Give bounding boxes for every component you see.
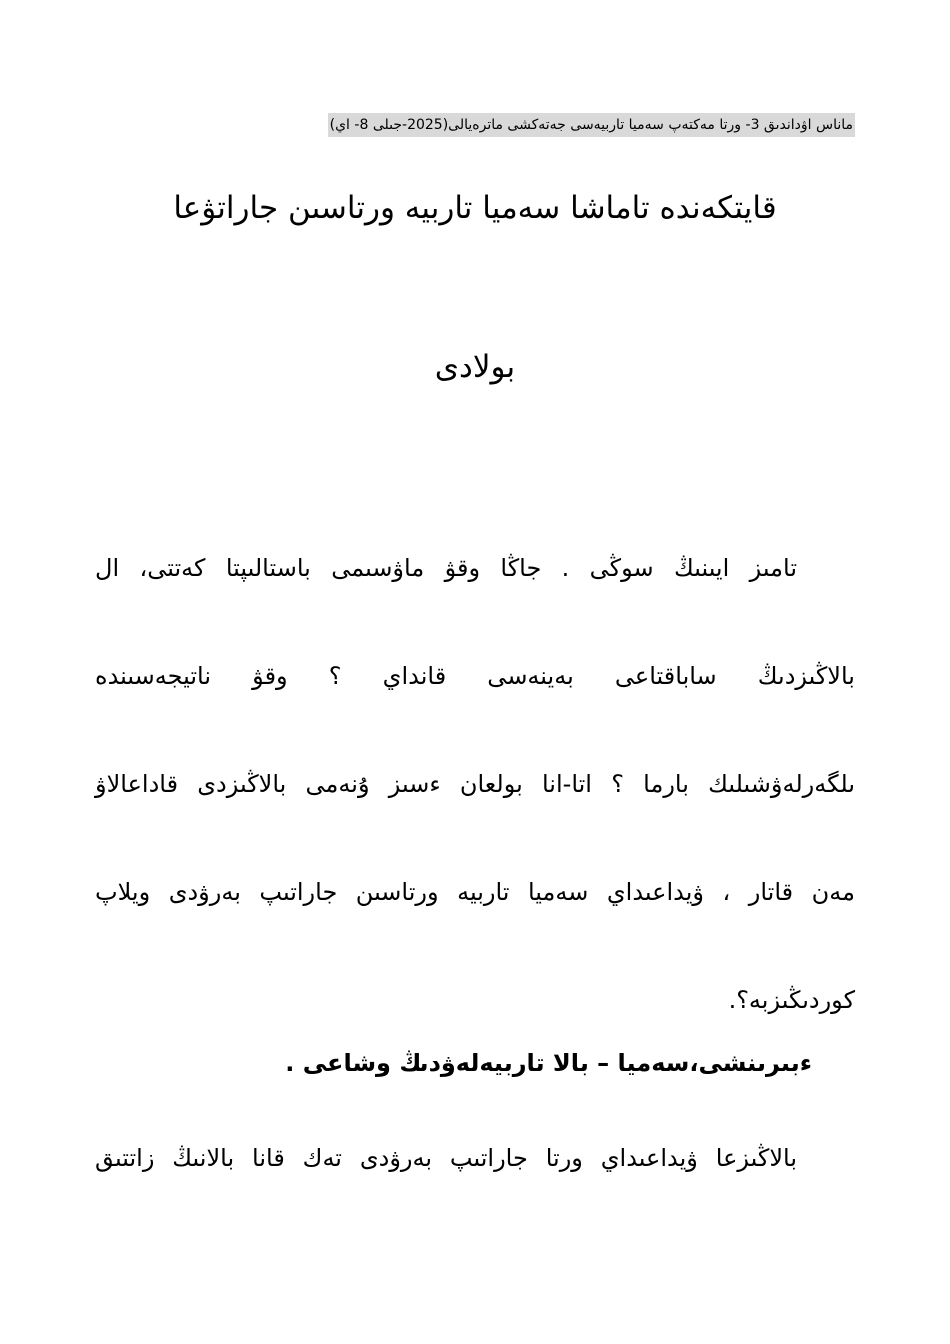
paragraph-line: بالاڭىزدىڭ ساباقتاعى بەينەسى قانداي ؟ وقۋ ناتيجەسىندە: [95, 662, 855, 690]
section-heading-1: ءبىرىنشى،سەميا – بالا تاربيەلەۋدىڭ وشاعى .: [285, 1049, 812, 1077]
document-title-line-1: قايتكەندە تاماشا سەميا تاربيە ورتاسىن جاراتۋعا: [173, 190, 777, 226]
paragraph-section-1: [95, 1138, 855, 1178]
paragraph-line: بالاڭىزعا ۋيداعىداي ورتا جاراتىپ بەرۋدى تەك قانا بالانىڭ زاتتىق: [95, 1144, 797, 1172]
paragraph-line: ىلگەرلەۋشىلىك بارما ؟ اتا-انا بولعان ءسىز ۇنەمى بالاڭىزدى قاداعالاۋ: [95, 770, 855, 798]
paragraph-line: كوردىڭىزبە؟.: [728, 986, 855, 1014]
paragraph-line: تامىز ايىنىڭ سوڭى . جاڭا وقۋ ماۋسىمى باستالىپتا كەتتى، ال: [95, 554, 797, 582]
document-header: ماناس اۋداندىق 3- ورتا مەكتەپ سەميا تاربيەسى جەتەكشى ماترەيالى(2025-جىلى 8- اي): [328, 113, 855, 137]
document-title-line-2: بولادى: [434, 349, 516, 385]
paragraph-line: مەن قاتار ، ۋيداعىداي سەميا تاربيە ورتاسىن جاراتىپ بەرۋدى ويلاپ: [95, 878, 855, 906]
paragraph-intro: [95, 514, 855, 1054]
